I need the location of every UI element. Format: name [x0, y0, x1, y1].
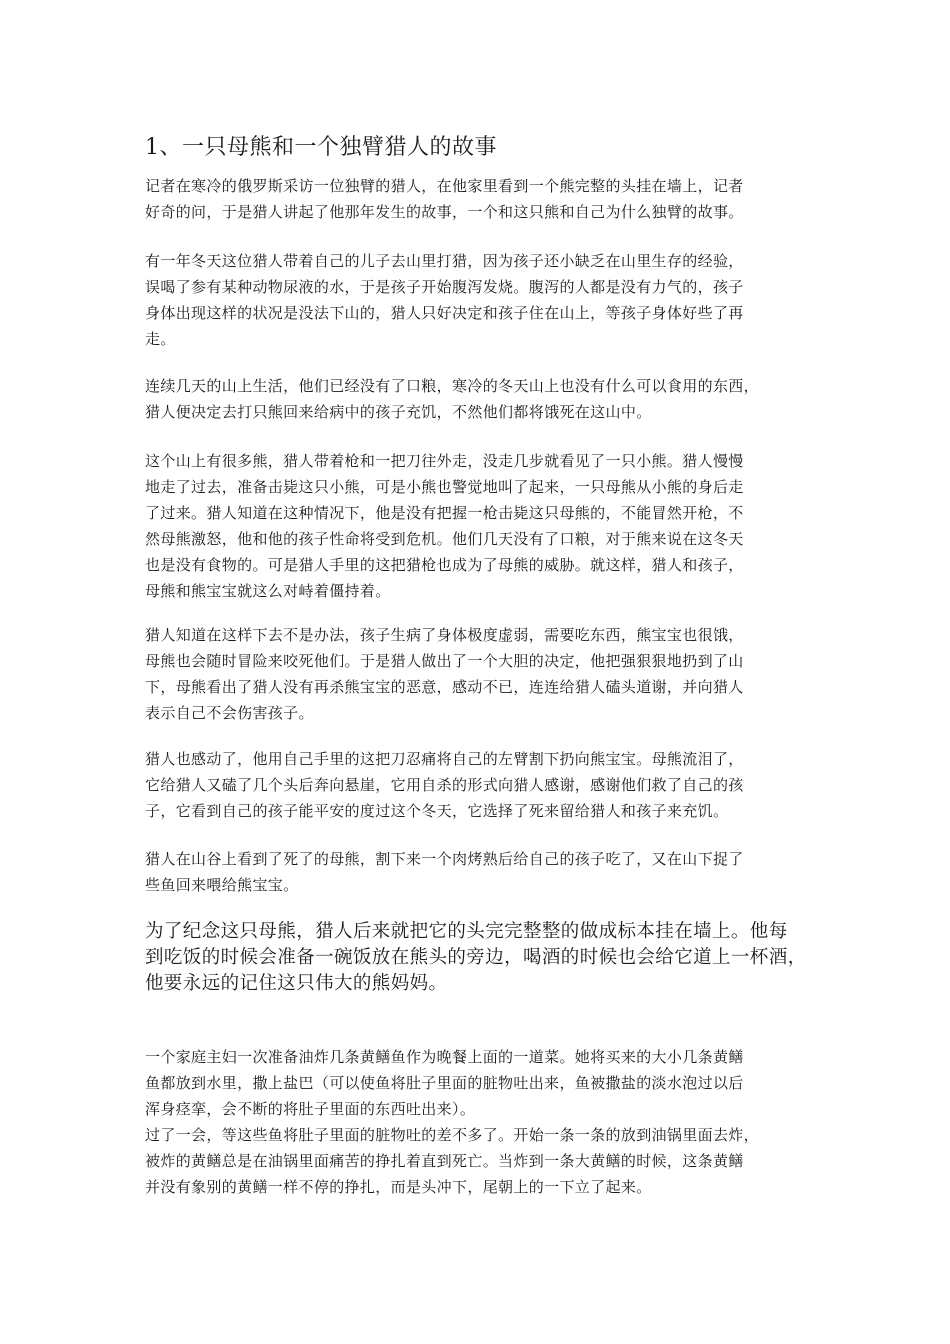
- text-line: 为了纪念这只母熊，猎人后来就把它的头完完整整的做成标本挂在墙上。他每: [145, 921, 788, 942]
- text-line: 然母熊激怒，他和他的孩子性命将受到危机。他们几天没有了口粮，对于熊来说在这冬天: [145, 530, 744, 548]
- text-line: 子，它看到自己的孩子能平安的度过这个冬天，它选择了死来留给猎人和孩子来充饥。: [145, 802, 729, 820]
- text-line: 地走了过去，准备击毙这只小熊，可是小熊也警觉地叫了起来，一只母熊从小熊的身后走: [145, 478, 744, 496]
- paragraph-decision: [145, 622, 810, 726]
- text-line: 到吃饭的时候会准备一碗饭放在熊头的旁边，喝酒的时候也会给它道上一杯酒，: [145, 947, 807, 968]
- text-line: 好奇的问，于是猎人讲起了他那年发生的故事，一个和这只熊和自己为什么独臂的故事。: [145, 203, 744, 221]
- text-line: 并没有象别的黄鳝一样不停的挣扎，而是头冲下，尾朝上的一下立了起来。: [145, 1178, 652, 1196]
- text-line: 母熊和熊宝宝就这么对峙着僵持着。: [145, 582, 391, 600]
- text-line: 表示自己不会伤害孩子。: [145, 704, 314, 722]
- story-title: 1、一只母熊和一个独臂猎人的故事: [145, 135, 497, 160]
- text-line: 猎人在山谷上看到了死了的母熊，割下来一个肉烤熟后给自己的孩子吃了，又在山下捉了: [145, 850, 744, 868]
- text-line: 身体出现这样的状况是没法下山的，猎人只好决定和孩子住在山上，等孩子身体好些了再: [145, 304, 744, 322]
- text-line: 过了一会，等这些鱼将肚子里面的脏物吐的差不多了。开始一条一条的放到油锅里面去炸，: [145, 1126, 760, 1144]
- paragraph-eel-story: [145, 1044, 810, 1200]
- text-line: 了过来。猎人知道在这种情况下，他是没有把握一枪击毙这只母熊的，不能冒然开枪，不: [145, 504, 744, 522]
- paragraph-winter-hunt: [145, 248, 810, 352]
- text-line: 猎人知道在这样下去不是办法，孩子生病了身体极度虚弱，需要吃东西，熊宝宝也很饿，: [145, 626, 744, 644]
- text-line: 母熊也会随时冒险来咬死他们。于是猎人做出了一个大胆的决定，他把强狠狠地扔到了山: [145, 652, 744, 670]
- paragraph-aftermath: [145, 846, 810, 898]
- text-line: 走。: [145, 330, 176, 348]
- paragraph-no-food: [145, 373, 810, 425]
- text-line: 浑身痉挛，会不断的将肚子里面的东西吐出来）。: [145, 1100, 476, 1118]
- text-line: 一个家庭主妇一次准备油炸几条黄鳝鱼作为晚餐上面的一道菜。她将买来的大小几条黄鳝: [145, 1048, 744, 1066]
- text-line: 些鱼回来喂给熊宝宝。: [145, 876, 299, 894]
- text-line: 猎人也感动了，他用自己手里的这把刀忍痛将自己的左臂割下扔向熊宝宝。母熊流泪了，: [145, 750, 744, 768]
- text-line: 连续几天的山上生活，他们已经没有了口粮，寒冷的冬天山上也没有什么可以食用的东西，: [145, 377, 760, 395]
- text-line: 他要永远的记住这只伟大的熊妈妈。: [145, 973, 448, 994]
- paragraph-standoff: [145, 448, 810, 604]
- text-line: 也是没有食物的。可是猎人手里的这把猎枪也成为了母熊的威胁。就这样，猎人和孩子，: [145, 556, 744, 574]
- text-line: 记者在寒冷的俄罗斯采访一位独臂的猎人，在他家里看到一个熊完整的头挂在墙上，记者: [145, 177, 744, 195]
- text-line: 猎人便决定去打只熊回来给病中的孩子充饥，不然他们都将饿死在这山中。: [145, 403, 652, 421]
- paragraph-memorial: [145, 919, 835, 997]
- text-line: 这个山上有很多熊，猎人带着枪和一把刀往外走，没走几步就看见了一只小熊。猎人慢慢: [145, 452, 744, 470]
- text-line: 误喝了参有某种动物尿液的水，于是孩子开始腹泻发烧。腹泻的人都是没有力气的，孩子: [145, 278, 744, 296]
- text-line: 被炸的黄鳝总是在油锅里面痛苦的挣扎着直到死亡。当炸到一条大黄鳝的时候，这条黄鳝: [145, 1152, 744, 1170]
- paragraph-reporter-visit: [145, 173, 810, 225]
- paragraph-sacrifice: [145, 746, 810, 824]
- text-line: 有一年冬天这位猎人带着自己的儿子去山里打猎，因为孩子还小缺乏在山里生存的经验，: [145, 252, 744, 270]
- text-line: 它给猎人又磕了几个头后奔向悬崖，它用自杀的形式向猎人感谢，感谢他们救了自己的孩: [145, 776, 744, 794]
- text-line: 下，母熊看出了猎人没有再杀熊宝宝的恶意，感动不已，连连给猎人磕头道谢，并向猎人: [145, 678, 744, 696]
- text-line: 鱼都放到水里，撒上盐巴（可以使鱼将肚子里面的脏物吐出来，鱼被撒盐的淡水泡过以后: [145, 1074, 744, 1092]
